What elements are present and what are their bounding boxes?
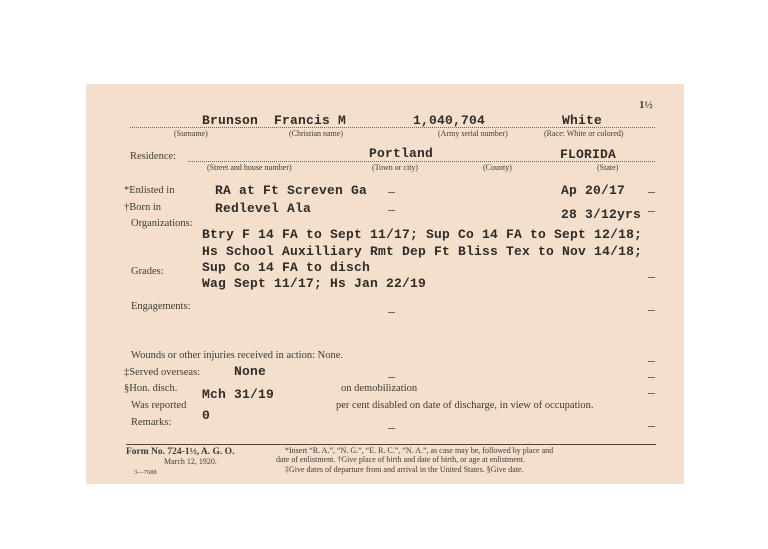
serial-number-value: 1,040,704 — [413, 113, 486, 128]
was-reported-label: Was reported — [131, 400, 187, 411]
header-line — [130, 127, 655, 128]
footnote-line-2: date of enlistment. †Give place of birth and date of birth, or age at enlistment. — [276, 455, 526, 464]
state-caption: (State) — [597, 163, 619, 172]
residence-line — [188, 161, 655, 162]
dash-mark — [648, 393, 655, 394]
dash-mark — [648, 426, 655, 427]
residence-town-value: Portland — [369, 146, 434, 161]
born-label: †Born in — [124, 202, 162, 213]
organizations-line-1: Btry F 14 FA to Sept 11/17; Sup Co 14 FA to Sept 12/18; — [202, 227, 643, 242]
dash-mark — [648, 192, 655, 193]
hon-disch-label: §Hon. disch. — [124, 383, 178, 394]
christian-name-value: Francis M — [274, 113, 347, 128]
dash-mark — [388, 312, 395, 313]
dash-mark — [388, 210, 395, 211]
engagements-label: Engagements: — [131, 301, 191, 312]
organizations-label: Organizations: — [131, 218, 193, 229]
service-record-card — [86, 84, 684, 484]
born-age-value: 28 3/12yrs — [561, 207, 642, 222]
dash-mark — [648, 361, 655, 362]
dash-mark — [388, 428, 395, 429]
remarks-label: Remarks: — [131, 417, 172, 428]
surname-caption: (Surname) — [174, 129, 208, 138]
footer-rule — [126, 444, 656, 445]
served-overseas-label: ‡Served overseas: — [124, 367, 201, 378]
hon-disch-value: Mch 31/19 — [202, 387, 275, 402]
town-caption: (Town or city) — [372, 163, 419, 172]
county-caption: (County) — [483, 163, 512, 172]
form-number: Form No. 724-1½, A. G. O. — [126, 447, 235, 457]
surname-value: Brunson — [202, 113, 259, 128]
dash-mark — [648, 211, 655, 212]
grades-value: Wag Sept 11/17; Hs Jan 22/19 — [202, 276, 427, 291]
residence-label: Residence: — [130, 151, 177, 162]
grades-label: Grades: — [131, 266, 164, 277]
enlisted-label: *Enlisted in — [124, 185, 175, 196]
race-caption: (Race: White or colored) — [544, 129, 624, 138]
organizations-line-3: Sup Co 14 FA to disch — [202, 260, 371, 275]
corner-number: 1½ — [639, 99, 653, 111]
print-code: 3—7688 — [134, 469, 157, 476]
enlisted-date-value: Ap 20/17 — [561, 183, 626, 198]
dash-mark — [388, 377, 395, 378]
footnote-line-3: ‡Give dates of departure from and arrival in the United States. §Give date. — [285, 465, 524, 474]
born-value: Redlevel Ala — [215, 201, 312, 216]
form-date: March 12, 1920. — [164, 457, 217, 466]
dash-mark — [648, 377, 655, 378]
served-overseas-value: None — [234, 364, 267, 379]
dash-mark — [648, 310, 655, 311]
race-value: White — [562, 113, 603, 128]
was-reported-value: 0 — [202, 408, 211, 423]
was-reported-note: per cent disabled on date of discharge, in view of occupation. — [336, 400, 594, 411]
serial-caption: (Army serial number) — [438, 129, 508, 138]
christian-caption: (Christian name) — [289, 129, 343, 138]
residence-state-value: FLORIDA — [560, 147, 617, 162]
dash-mark — [648, 277, 655, 278]
wounds-text: Wounds or other injuries received in action: None. — [131, 350, 344, 361]
dash-mark — [388, 192, 395, 193]
enlisted-value: RA at Ft Screven Ga — [215, 183, 368, 198]
street-caption: (Street and house number) — [207, 163, 292, 172]
organizations-line-2: Hs School Auxilliary Rmt Dep Ft Bliss Tex to Nov 14/18; — [202, 244, 643, 259]
footnote-line-1: *Insert “R. A.”, “N. G.”, “E. R. C.”, “N. A.”, as case may be, followed by place and — [285, 446, 554, 455]
hon-disch-note: on demobilization — [341, 383, 418, 394]
